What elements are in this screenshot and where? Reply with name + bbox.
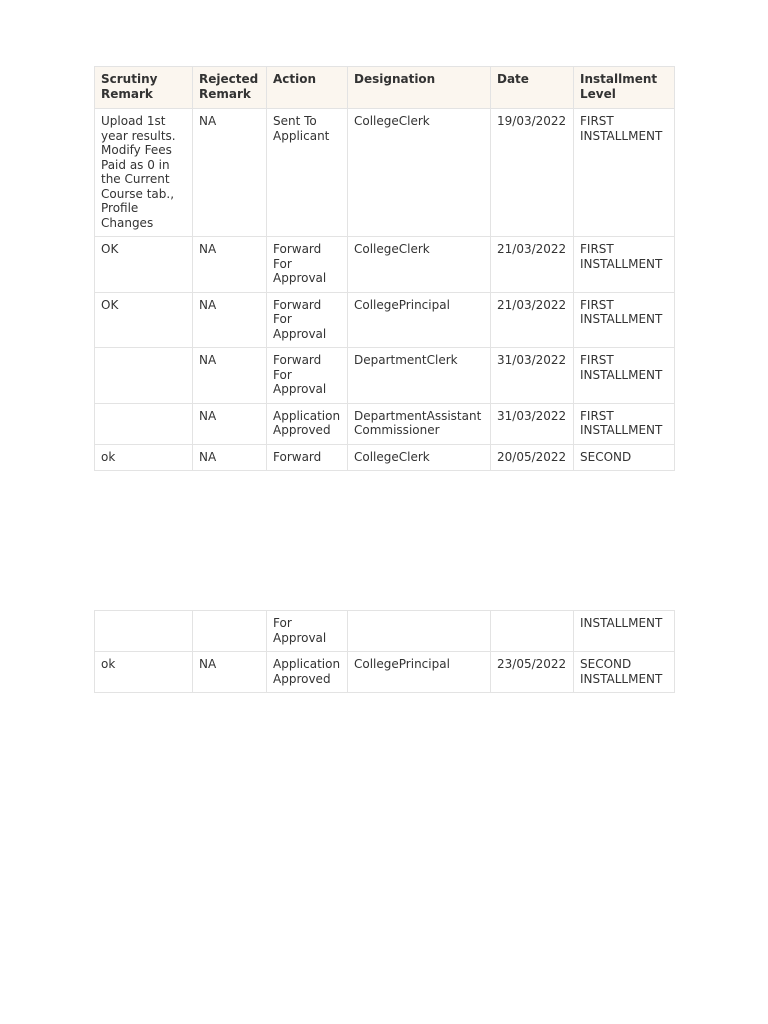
- cell-action: Forward: [267, 444, 348, 471]
- cell-action: Forward For Approval: [267, 292, 348, 348]
- cell-installment-level: FIRST INSTALLMENT: [574, 109, 675, 237]
- table-row: [95, 611, 675, 652]
- cell-action: Application Approved: [267, 403, 348, 444]
- cell-rejected-remark: NA: [193, 444, 267, 471]
- cell-rejected-remark: [193, 611, 267, 652]
- cell-date: 31/03/2022: [491, 403, 574, 444]
- header-rejected-remark: Rejected Remark: [193, 67, 267, 109]
- cell-designation: DepartmentAssistant Commissioner: [348, 403, 491, 444]
- approval-history-table-continued: [94, 610, 675, 693]
- header-action: Action: [267, 67, 348, 109]
- cell-installment-level: FIRST INSTALLMENT: [574, 348, 675, 404]
- cell-designation: CollegeClerk: [348, 444, 491, 471]
- cell-date: [491, 611, 574, 652]
- header-installment-level: Installment Level: [574, 67, 675, 109]
- cell-action: Forward For Approval: [267, 348, 348, 404]
- table-row: [95, 348, 675, 404]
- cell-installment-level: SECOND: [574, 444, 675, 471]
- cell-designation: CollegePrincipal: [348, 652, 491, 693]
- cell-designation: DepartmentClerk: [348, 348, 491, 404]
- cell-rejected-remark: NA: [193, 403, 267, 444]
- table-row: [95, 652, 675, 693]
- cell-action: Application Approved: [267, 652, 348, 693]
- cell-scrutiny-remark: Upload 1st year results. Modify Fees Paid as 0 in the Current Course tab., Profile Changes: [95, 109, 193, 237]
- cell-action: Sent To Applicant: [267, 109, 348, 237]
- cell-scrutiny-remark: [95, 611, 193, 652]
- cell-scrutiny-remark: ok: [95, 444, 193, 471]
- cell-date: 23/05/2022: [491, 652, 574, 693]
- cell-installment-level: FIRST INSTALLMENT: [574, 237, 675, 293]
- cell-installment-level: FIRST INSTALLMENT: [574, 292, 675, 348]
- cell-rejected-remark: NA: [193, 652, 267, 693]
- cell-scrutiny-remark: ok: [95, 652, 193, 693]
- cell-scrutiny-remark: [95, 348, 193, 404]
- cell-action: Forward For Approval: [267, 237, 348, 293]
- header-date: Date: [491, 67, 574, 109]
- cell-date: 21/03/2022: [491, 237, 574, 293]
- cell-rejected-remark: NA: [193, 292, 267, 348]
- cell-rejected-remark: NA: [193, 109, 267, 237]
- table-row: [95, 444, 675, 471]
- cell-designation: CollegeClerk: [348, 237, 491, 293]
- cell-installment-level: FIRST INSTALLMENT: [574, 403, 675, 444]
- cell-scrutiny-remark: OK: [95, 237, 193, 293]
- cell-date: 19/03/2022: [491, 109, 574, 237]
- approval-history-table: [94, 66, 675, 471]
- cell-designation: CollegePrincipal: [348, 292, 491, 348]
- cell-designation: CollegeClerk: [348, 109, 491, 237]
- cell-rejected-remark: NA: [193, 237, 267, 293]
- cell-rejected-remark: NA: [193, 348, 267, 404]
- cell-date: 31/03/2022: [491, 348, 574, 404]
- cell-scrutiny-remark: [95, 403, 193, 444]
- table-row: [95, 292, 675, 348]
- cell-designation: [348, 611, 491, 652]
- table-row: [95, 237, 675, 293]
- cell-date: 20/05/2022: [491, 444, 574, 471]
- cell-scrutiny-remark: OK: [95, 292, 193, 348]
- cell-installment-level: INSTALLMENT: [574, 611, 675, 652]
- table-header-row: [95, 67, 675, 109]
- table-row: [95, 403, 675, 444]
- cell-date: 21/03/2022: [491, 292, 574, 348]
- header-scrutiny-remark: Scrutiny Remark: [95, 67, 193, 109]
- table-row: [95, 109, 675, 237]
- header-designation: Designation: [348, 67, 491, 109]
- cell-installment-level: SECOND INSTALLMENT: [574, 652, 675, 693]
- cell-action: For Approval: [267, 611, 348, 652]
